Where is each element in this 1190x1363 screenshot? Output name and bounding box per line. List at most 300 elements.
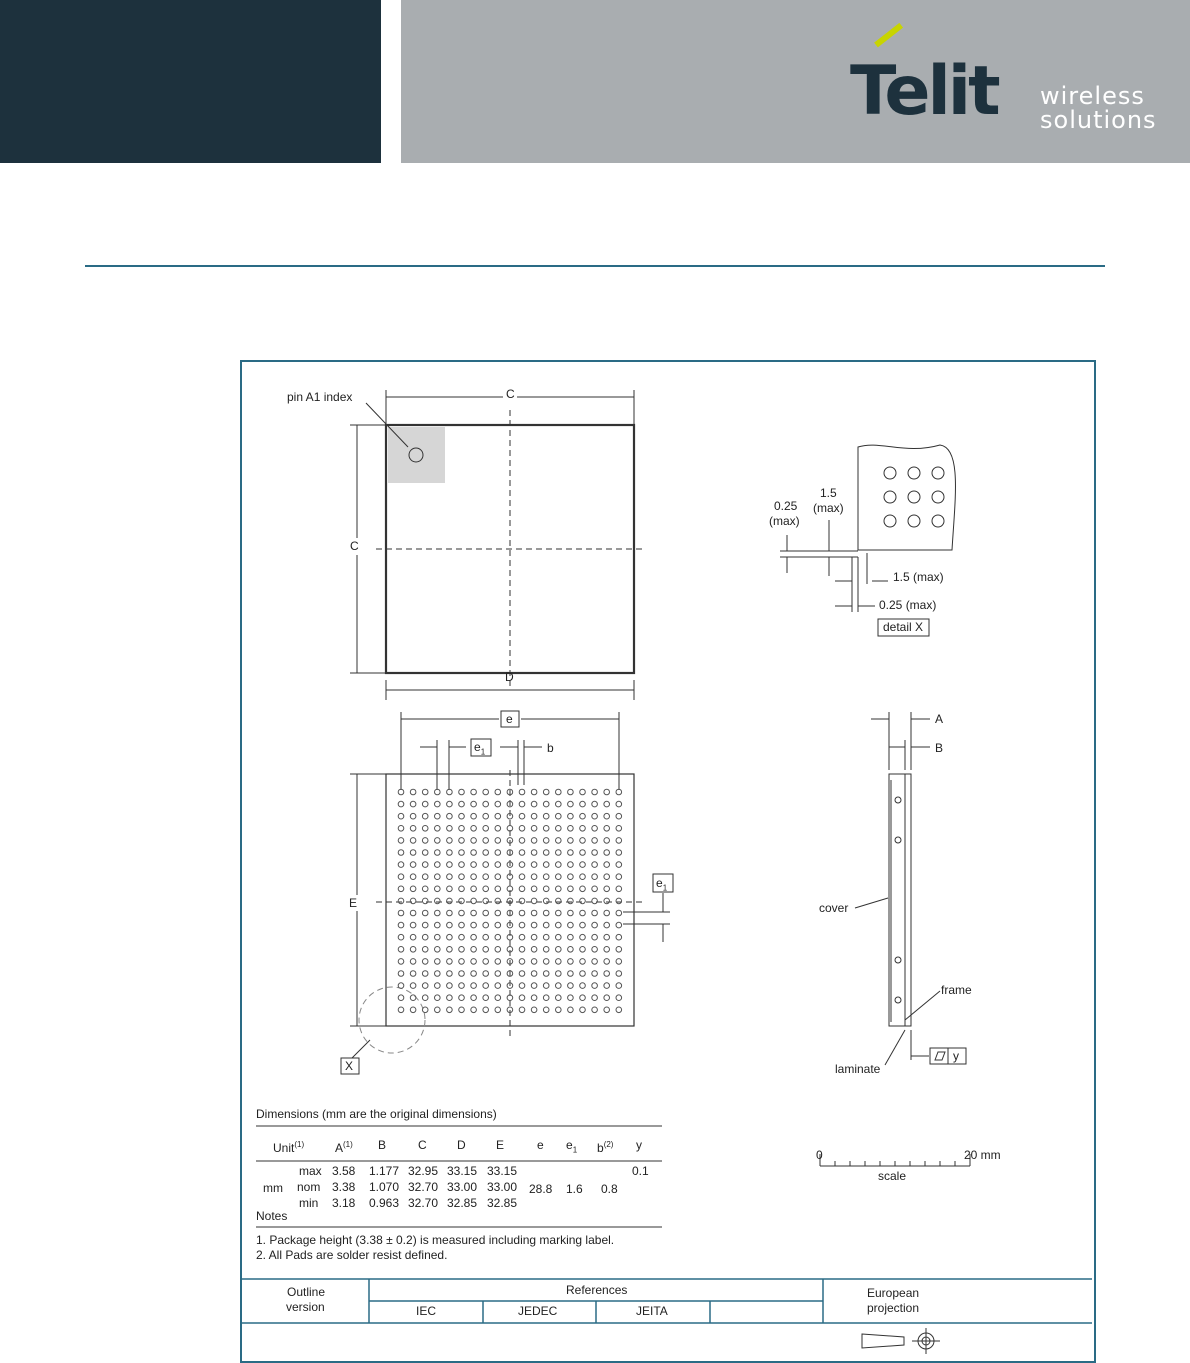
solder-ball: [604, 995, 610, 1001]
solder-ball: [398, 922, 404, 928]
solder-ball: [483, 789, 489, 795]
dimensions-col-header: y: [636, 1138, 642, 1152]
solder-ball: [422, 874, 428, 880]
solder-ball: [459, 886, 465, 892]
solder-ball: [556, 910, 562, 916]
solder-ball: [422, 801, 428, 807]
solder-ball: [459, 862, 465, 868]
references-label: References: [566, 1283, 628, 1297]
solder-ball: [604, 862, 610, 868]
solder-ball: [398, 910, 404, 916]
dimensions-col-header: E: [496, 1138, 505, 1152]
solder-ball: [410, 934, 416, 940]
solder-ball: [592, 838, 598, 844]
detail-1-5-max-label: (max): [813, 501, 844, 515]
solder-ball: [604, 971, 610, 977]
dimensions-cell: 3.58: [332, 1164, 356, 1178]
solder-ball: [435, 922, 441, 928]
solder-ball: [459, 995, 465, 1001]
solder-ball: [604, 886, 610, 892]
solder-ball: [410, 983, 416, 989]
solder-ball: [435, 898, 441, 904]
detail-0-25-label: 0.25: [774, 499, 798, 513]
dimensions-col-header: $e_1$: [566, 1138, 578, 1155]
dimensions-col-header: e: [537, 1138, 544, 1152]
scale-label: scale: [878, 1169, 907, 1183]
solder-ball: [543, 886, 549, 892]
solder-ball: [580, 910, 586, 916]
dimensions-cell: 32.70: [408, 1196, 439, 1210]
solder-ball: [568, 947, 574, 953]
solder-ball: [435, 995, 441, 1001]
solder-ball: [471, 971, 477, 977]
solder-ball: [422, 971, 428, 977]
solder-ball: [459, 789, 465, 795]
solder-ball: [459, 874, 465, 880]
european-label: European: [867, 1286, 920, 1300]
solder-ball: [519, 959, 525, 965]
solder-ball: [422, 995, 428, 1001]
dim-c-top-label: C: [506, 387, 515, 401]
solder-ball: [519, 838, 525, 844]
solder-ball: [568, 874, 574, 880]
solder-ball: [398, 874, 404, 880]
solder-ball: [616, 886, 622, 892]
frame-label: frame: [941, 983, 972, 997]
laminate-label: laminate: [835, 1062, 881, 1076]
dim-big-e-label: E: [349, 896, 358, 910]
solder-ball: [604, 947, 610, 953]
notes-title: Notes: [256, 1209, 288, 1223]
solder-ball: [519, 898, 525, 904]
scale-zero-label: 0: [816, 1148, 823, 1162]
solder-ball: [422, 886, 428, 892]
projection-symbol-cone: [862, 1334, 904, 1348]
solder-ball: [471, 959, 477, 965]
dimensions-cell: 32.95: [408, 1164, 439, 1178]
detail-1-5-max-right: 1.5 (max): [893, 570, 944, 584]
solder-ball: [592, 886, 598, 892]
solder-ball: [531, 850, 537, 856]
solder-ball: [483, 898, 489, 904]
solder-ball: [495, 1007, 501, 1013]
detail-0-25-max-label: (max): [769, 514, 800, 528]
solder-ball: [435, 826, 441, 832]
solder-ball: [447, 886, 453, 892]
solder-ball: [616, 934, 622, 940]
solder-ball: [398, 862, 404, 868]
dimensions-cell: 1.177: [369, 1164, 400, 1178]
solder-ball: [447, 898, 453, 904]
solder-ball: [556, 813, 562, 819]
solder-ball: [568, 801, 574, 807]
solder-ball: [459, 959, 465, 965]
solder-ball: [531, 971, 537, 977]
solder-ball: [604, 789, 610, 795]
solder-ball: [483, 886, 489, 892]
solder-ball: [519, 813, 525, 819]
solder-ball: [556, 934, 562, 940]
solder-ball: [592, 959, 598, 965]
solder-ball: [459, 801, 465, 807]
solder-ball: [556, 959, 562, 965]
solder-ball: [435, 959, 441, 965]
dimensions-cell: 33.15: [447, 1164, 478, 1178]
side-view-outline: [889, 774, 911, 1026]
solder-ball: [616, 971, 622, 977]
solder-ball: [410, 1007, 416, 1013]
version-label: version: [286, 1300, 325, 1314]
solder-ball: [495, 995, 501, 1001]
solder-ball: [580, 886, 586, 892]
solder-ball: [519, 1007, 525, 1013]
solder-ball: [604, 1007, 610, 1013]
solder-ball: [556, 1007, 562, 1013]
solder-ball: [604, 826, 610, 832]
solder-ball: [410, 813, 416, 819]
solder-ball: [556, 886, 562, 892]
solder-ball: [519, 922, 525, 928]
dimensions-col-header: C: [418, 1138, 427, 1152]
solder-ball: [580, 1007, 586, 1013]
solder-ball: [410, 874, 416, 880]
dimensions-cell: 32.70: [408, 1180, 439, 1194]
solder-ball: [410, 910, 416, 916]
solder-ball: [543, 1007, 549, 1013]
solder-ball: [543, 862, 549, 868]
dim-e1-right-label: $e_1$: [656, 876, 668, 893]
solder-ball: [543, 898, 549, 904]
solder-ball: [519, 789, 525, 795]
solder-ball: [580, 826, 586, 832]
solder-ball: [435, 983, 441, 989]
solder-ball: [519, 995, 525, 1001]
solder-ball: [398, 898, 404, 904]
solder-ball: [459, 850, 465, 856]
solder-ball: [616, 813, 622, 819]
solder-ball: [568, 934, 574, 940]
solder-ball: [422, 862, 428, 868]
solder-ball: [459, 971, 465, 977]
solder-ball: [495, 947, 501, 953]
solder-ball: [616, 826, 622, 832]
solder-ball: [471, 826, 477, 832]
solder-ball: [543, 995, 549, 1001]
solder-ball: [543, 947, 549, 953]
solder-ball: [495, 813, 501, 819]
solder-ball: [616, 898, 622, 904]
solder-ball: [592, 995, 598, 1001]
flatness-y-label: y: [953, 1049, 959, 1063]
dimensions-title: Dimensions (mm are the original dimensions): [256, 1107, 497, 1121]
solder-ball: [447, 789, 453, 795]
solder-ball: [580, 934, 586, 940]
solder-ball: [459, 910, 465, 916]
dimensions-cell: 3.38: [332, 1180, 356, 1194]
solder-ball: [422, 959, 428, 965]
solder-ball: [435, 874, 441, 880]
solder-ball: [471, 862, 477, 868]
solder-ball: [435, 862, 441, 868]
solder-ball: [495, 886, 501, 892]
solder-ball: [495, 789, 501, 795]
dimensions-col-header: D: [457, 1138, 466, 1152]
solder-ball: [398, 801, 404, 807]
solder-ball: [422, 850, 428, 856]
projection-label: projection: [867, 1301, 920, 1315]
solder-ball: [592, 862, 598, 868]
solder-ball: [435, 947, 441, 953]
solder-ball: [483, 850, 489, 856]
solder-ball: [568, 983, 574, 989]
solder-ball: [604, 922, 610, 928]
solder-ball: [495, 850, 501, 856]
solder-ball: [410, 801, 416, 807]
solder-ball: [604, 838, 610, 844]
solder-ball: [447, 1007, 453, 1013]
solder-ball: [459, 934, 465, 940]
solder-ball: [435, 850, 441, 856]
solder-ball: [435, 801, 441, 807]
solder-ball: [398, 995, 404, 1001]
solder-ball: [410, 959, 416, 965]
solder-ball: [422, 813, 428, 819]
solder-ball: [471, 910, 477, 916]
solder-ball: [616, 838, 622, 844]
solder-ball: [495, 801, 501, 807]
solder-ball: [604, 934, 610, 940]
solder-ball: [556, 947, 562, 953]
solder-ball: [519, 983, 525, 989]
solder-ball: [483, 1007, 489, 1013]
solder-ball: [447, 813, 453, 819]
solder-ball: [531, 959, 537, 965]
solder-ball: [592, 826, 598, 832]
solder-ball: [543, 801, 549, 807]
solder-ball: [543, 922, 549, 928]
solder-ball: [616, 874, 622, 880]
solder-ball: [543, 874, 549, 880]
solder-ball: [483, 934, 489, 940]
solder-ball: [531, 838, 537, 844]
solder-ball: [568, 789, 574, 795]
solder-ball: [459, 813, 465, 819]
solder-ball: [580, 862, 586, 868]
solder-ball: [447, 995, 453, 1001]
solder-ball: [531, 801, 537, 807]
solder-ball: [616, 1007, 622, 1013]
solder-ball: [519, 826, 525, 832]
dimensions-cell: 0.1: [632, 1164, 649, 1178]
jedec-label: JEDEC: [518, 1304, 558, 1318]
solder-ball: [435, 838, 441, 844]
solder-ball: [556, 874, 562, 880]
dimensions-cell: 0.8: [601, 1182, 618, 1196]
solder-ball: [410, 995, 416, 1001]
solder-ball: [398, 959, 404, 965]
solder-ball: [580, 850, 586, 856]
solder-ball: [568, 862, 574, 868]
solder-ball: [519, 862, 525, 868]
solder-ball: [592, 1007, 598, 1013]
solder-ball: [410, 826, 416, 832]
dim-b-label: b: [547, 741, 554, 755]
solder-ball: [410, 971, 416, 977]
solder-ball: [447, 959, 453, 965]
note-2: 2. All Pads are solder resist defined.: [256, 1248, 448, 1262]
solder-ball: [447, 983, 453, 989]
solder-ball: [580, 838, 586, 844]
solder-ball: [568, 922, 574, 928]
solder-ball: [471, 886, 477, 892]
solder-ball: [568, 995, 574, 1001]
solder-ball: [556, 971, 562, 977]
solder-ball: [483, 959, 489, 965]
solder-ball: [568, 1007, 574, 1013]
cover-label: cover: [819, 901, 849, 915]
solder-ball: [543, 838, 549, 844]
solder-ball: [543, 971, 549, 977]
solder-ball: [447, 838, 453, 844]
solder-ball: [580, 983, 586, 989]
solder-ball: [616, 789, 622, 795]
solder-ball: [483, 813, 489, 819]
logo-tagline-line-2: solutions: [1040, 106, 1157, 134]
solder-ball: [543, 934, 549, 940]
dimensions-col-header: $A^{(1)}$: [335, 1140, 353, 1155]
solder-ball: [592, 898, 598, 904]
solder-ball: [471, 1007, 477, 1013]
solder-ball: [495, 934, 501, 940]
unit-mm-label: mm: [263, 1181, 283, 1195]
solder-ball: [604, 850, 610, 856]
solder-ball: [483, 922, 489, 928]
solder-ball: [447, 801, 453, 807]
solder-ball: [495, 922, 501, 928]
solder-ball: [398, 850, 404, 856]
solder-ball: [556, 789, 562, 795]
solder-ball: [483, 826, 489, 832]
solder-ball: [543, 789, 549, 795]
solder-ball: [495, 826, 501, 832]
solder-ball: [495, 959, 501, 965]
solder-ball: [422, 922, 428, 928]
solder-ball: [459, 922, 465, 928]
dimensions-cell: 32.85: [447, 1196, 478, 1210]
solder-ball: [483, 910, 489, 916]
solder-ball: [471, 898, 477, 904]
solder-ball: [556, 850, 562, 856]
solder-ball: [410, 862, 416, 868]
solder-ball: [604, 813, 610, 819]
solder-ball: [531, 789, 537, 795]
solder-ball: [580, 813, 586, 819]
solder-ball: [435, 886, 441, 892]
solder-ball: [616, 910, 622, 916]
solder-ball: [495, 898, 501, 904]
dimensions-row-label: max: [299, 1164, 322, 1178]
solder-ball: [604, 910, 610, 916]
solder-ball: [410, 886, 416, 892]
solder-ball: [422, 838, 428, 844]
solder-ball: [483, 947, 489, 953]
solder-ball: [495, 971, 501, 977]
side-b-label: B: [935, 741, 944, 755]
solder-ball: [543, 813, 549, 819]
solder-ball: [531, 995, 537, 1001]
solder-ball: [471, 983, 477, 989]
solder-ball: [568, 850, 574, 856]
solder-ball: [483, 874, 489, 880]
solder-ball: [543, 826, 549, 832]
solder-ball: [519, 971, 525, 977]
solder-ball: [471, 874, 477, 880]
solder-ball: [616, 922, 622, 928]
solder-ball: [592, 934, 598, 940]
solder-ball: [435, 1007, 441, 1013]
solder-ball: [459, 983, 465, 989]
outline-label: Outline: [287, 1285, 326, 1299]
solder-ball: [471, 813, 477, 819]
solder-ball: [410, 838, 416, 844]
solder-ball: [459, 947, 465, 953]
solder-ball: [471, 947, 477, 953]
iec-label: IEC: [416, 1304, 437, 1318]
solder-ball: [519, 850, 525, 856]
note-1: 1. Package height (3.38 ± 0.2) is measured including marking label.: [256, 1233, 615, 1247]
solder-ball: [592, 789, 598, 795]
solder-ball: [483, 983, 489, 989]
solder-ball: [616, 983, 622, 989]
solder-ball: [592, 922, 598, 928]
solder-ball: [422, 789, 428, 795]
solder-ball: [531, 862, 537, 868]
dim-c-left-label: C: [350, 539, 359, 553]
solder-ball: [447, 874, 453, 880]
solder-ball: [531, 934, 537, 940]
solder-ball: [568, 898, 574, 904]
solder-ball: [447, 910, 453, 916]
logo-wordmark: Telit: [850, 52, 998, 131]
dimensions-row-label: nom: [297, 1180, 321, 1194]
dimensions-cell: 33.00: [487, 1180, 518, 1194]
solder-ball: [471, 838, 477, 844]
solder-ball: [435, 971, 441, 977]
solder-ball: [422, 826, 428, 832]
solder-ball: [580, 801, 586, 807]
solder-ball: [495, 838, 501, 844]
dim-e1-label: $e_1$: [474, 740, 486, 757]
solder-ball: [435, 934, 441, 940]
detail-1-5-label: 1.5: [820, 486, 837, 500]
solder-ball: [519, 874, 525, 880]
solder-ball: [580, 898, 586, 904]
solder-ball: [580, 947, 586, 953]
solder-ball: [556, 995, 562, 1001]
solder-ball: [616, 959, 622, 965]
solder-ball: [568, 910, 574, 916]
solder-ball: [398, 983, 404, 989]
solder-ball: [495, 910, 501, 916]
solder-ball: [410, 947, 416, 953]
solder-ball: [556, 838, 562, 844]
solder-ball: [483, 995, 489, 1001]
solder-ball: [519, 947, 525, 953]
solder-ball: [459, 1007, 465, 1013]
solder-ball: [495, 862, 501, 868]
scale-max-label: 20 mm: [964, 1148, 1001, 1162]
solder-ball: [580, 922, 586, 928]
